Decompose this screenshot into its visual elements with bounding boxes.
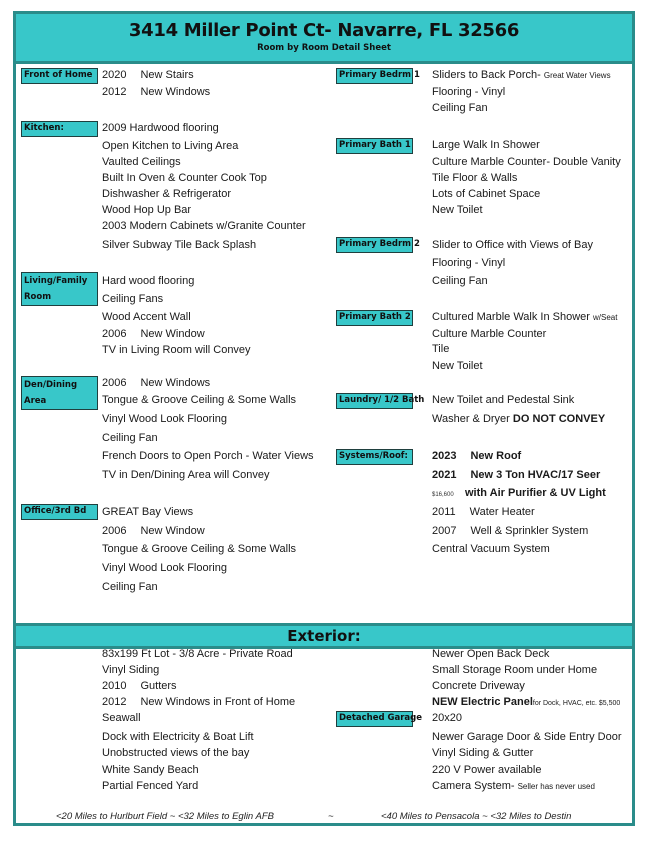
footer-distances-east: <40 Miles to Pensacola ~ <32 Miles to Destin <box>381 811 572 822</box>
list-item: 2007 Well & Sprinkler System <box>432 525 589 537</box>
list-item: Slider to Office with Views of Bay <box>432 239 593 251</box>
list-item: Vaulted Ceilings <box>102 156 181 168</box>
list-item: Newer Open Back Deck <box>432 648 550 660</box>
list-item: Culture Marble Counter- Double Vanity <box>432 156 621 168</box>
list-item: Tile <box>432 343 450 355</box>
list-item: Partial Fenced Yard <box>102 780 199 792</box>
list-item: Unobstructed views of the bay <box>102 747 250 759</box>
label-office-3rd-bd: Office/3rd Bd <box>21 504 98 520</box>
list-item: Silver Subway Tile Back Splash <box>102 239 257 251</box>
list-item: Hard wood flooring <box>102 275 195 287</box>
list-item: Newer Garage Door & Side Entry Door <box>432 731 622 743</box>
list-item: TV in Living Room will Convey <box>102 344 251 356</box>
list-item: Ceiling Fan <box>102 432 158 444</box>
list-item: 2006 New Windows <box>102 377 211 389</box>
list-item: Tile Floor & Walls <box>432 172 518 184</box>
list-item: 2020 New Stairs <box>102 69 194 81</box>
exterior-section-header: Exterior: <box>16 623 632 649</box>
list-item: Camera System- Seller has never used <box>432 780 595 792</box>
list-item: Small Storage Room under Home <box>432 664 598 676</box>
list-item: Wood Accent Wall <box>102 311 191 323</box>
list-item: Lots of Cabinet Space <box>432 188 541 200</box>
list-item: Vinyl Wood Look Flooring <box>102 562 227 574</box>
list-item: GREAT Bay Views <box>102 506 194 518</box>
list-item: Washer & Dryer DO NOT CONVEY <box>432 413 606 425</box>
list-item: Open Kitchen to Living Area <box>102 140 239 152</box>
page-subtitle: Room by Room Detail Sheet <box>257 43 391 53</box>
list-item: White Sandy Beach <box>102 764 199 776</box>
list-item: 220 V Power available <box>432 764 542 776</box>
label-primary-bath-2: Primary Bath 2 <box>336 310 413 326</box>
list-item: 2011 Water Heater <box>432 506 535 518</box>
list-item: Built In Oven & Counter Cook Top <box>102 172 267 184</box>
list-item: French Doors to Open Porch - Water Views <box>102 450 314 462</box>
label-primary-bath-1: Primary Bath 1 <box>336 138 413 154</box>
list-item: 2023 New Roof <box>432 450 522 462</box>
label-front-of-home: Front of Home <box>21 68 98 84</box>
list-item: Culture Marble Counter <box>432 328 547 340</box>
label-kitchen: Kitchen: <box>21 121 98 137</box>
list-item: 2006 New Window <box>102 525 205 537</box>
label-primary-bedrm-2: Primary Bedrm 2 <box>336 237 413 253</box>
list-item: Flooring - Vinyl <box>432 86 506 98</box>
label-systems-roof: Systems/Roof: <box>336 449 413 465</box>
list-item: Ceiling Fan <box>432 275 488 287</box>
list-item: Vinyl Siding & Gutter <box>432 747 534 759</box>
list-item: 83x199 Ft Lot - 3/8 Acre - Private Road <box>102 648 293 660</box>
list-item: Vinyl Siding <box>102 664 160 676</box>
list-item: New Toilet <box>432 360 483 372</box>
list-item: Cultured Marble Walk In Shower w/Seat <box>432 311 618 323</box>
page-title: 3414 Miller Point Ct- Navarre, FL 32566 <box>128 20 520 41</box>
footer-distances-west: <20 Miles to Hurlburt Field ~ <32 Miles to Eglin AFB <box>56 811 274 822</box>
list-item: TV in Den/Dining Area will Convey <box>102 469 270 481</box>
label-living-family-room: Living/Family Room <box>21 272 98 306</box>
list-item: 2003 Modern Cabinets w/Granite Counter <box>102 220 306 232</box>
list-item: Dishwasher & Refrigerator <box>102 188 231 200</box>
label-den-dining-area: Den/Dining Area <box>21 376 98 410</box>
list-item: Wood Hop Up Bar <box>102 204 192 216</box>
label-laundry-half-bath: Laundry/ 1/2 Bath <box>336 393 413 409</box>
list-item: Large Walk In Shower <box>432 139 540 151</box>
list-item: Tongue & Groove Ceiling & Some Walls <box>102 394 297 406</box>
list-item: 2012 New Windows <box>102 86 211 98</box>
list-item: Concrete Driveway <box>432 680 525 692</box>
list-item: Tongue & Groove Ceiling & Some Walls <box>102 543 297 555</box>
list-item: 2006 New Window <box>102 328 205 340</box>
list-item: New Toilet and Pedestal Sink <box>432 394 575 406</box>
header-banner <box>16 14 632 64</box>
list-item: Ceiling Fan <box>102 581 158 593</box>
list-item: Central Vacuum System <box>432 543 550 555</box>
list-item: Ceiling Fan <box>432 102 488 114</box>
list-item: Ceiling Fans <box>102 293 164 305</box>
list-item: New Toilet <box>432 204 483 216</box>
label-detached-garage: Detached Garage <box>336 711 413 727</box>
list-item: Flooring - Vinyl <box>432 257 506 269</box>
list-item: 2009 Hardwood flooring <box>102 122 219 134</box>
list-item: Dock with Electricity & Boat Lift <box>102 731 254 743</box>
list-item: Sliders to Back Porch- Great Water Views <box>432 69 611 81</box>
list-item: $16,600 with Air Purifier & UV Light <box>432 487 606 499</box>
list-item: 20x20 <box>432 712 462 724</box>
footer-separator: ~ <box>328 811 334 822</box>
list-item: Vinyl Wood Look Flooring <box>102 413 227 425</box>
detail-sheet-frame <box>13 11 635 826</box>
list-item: 2010 Gutters <box>102 680 177 692</box>
list-item: Seawall <box>102 712 141 724</box>
list-item: 2012 New Windows in Front of Home <box>102 696 296 708</box>
list-item: NEW Electric Panelfor Dock, HVAC, etc. $5,500 <box>432 696 621 708</box>
label-primary-bedrm-1: Primary Bedrm 1 <box>336 68 413 84</box>
list-item: 2021 New 3 Ton HVAC/17 Seer <box>432 469 601 481</box>
